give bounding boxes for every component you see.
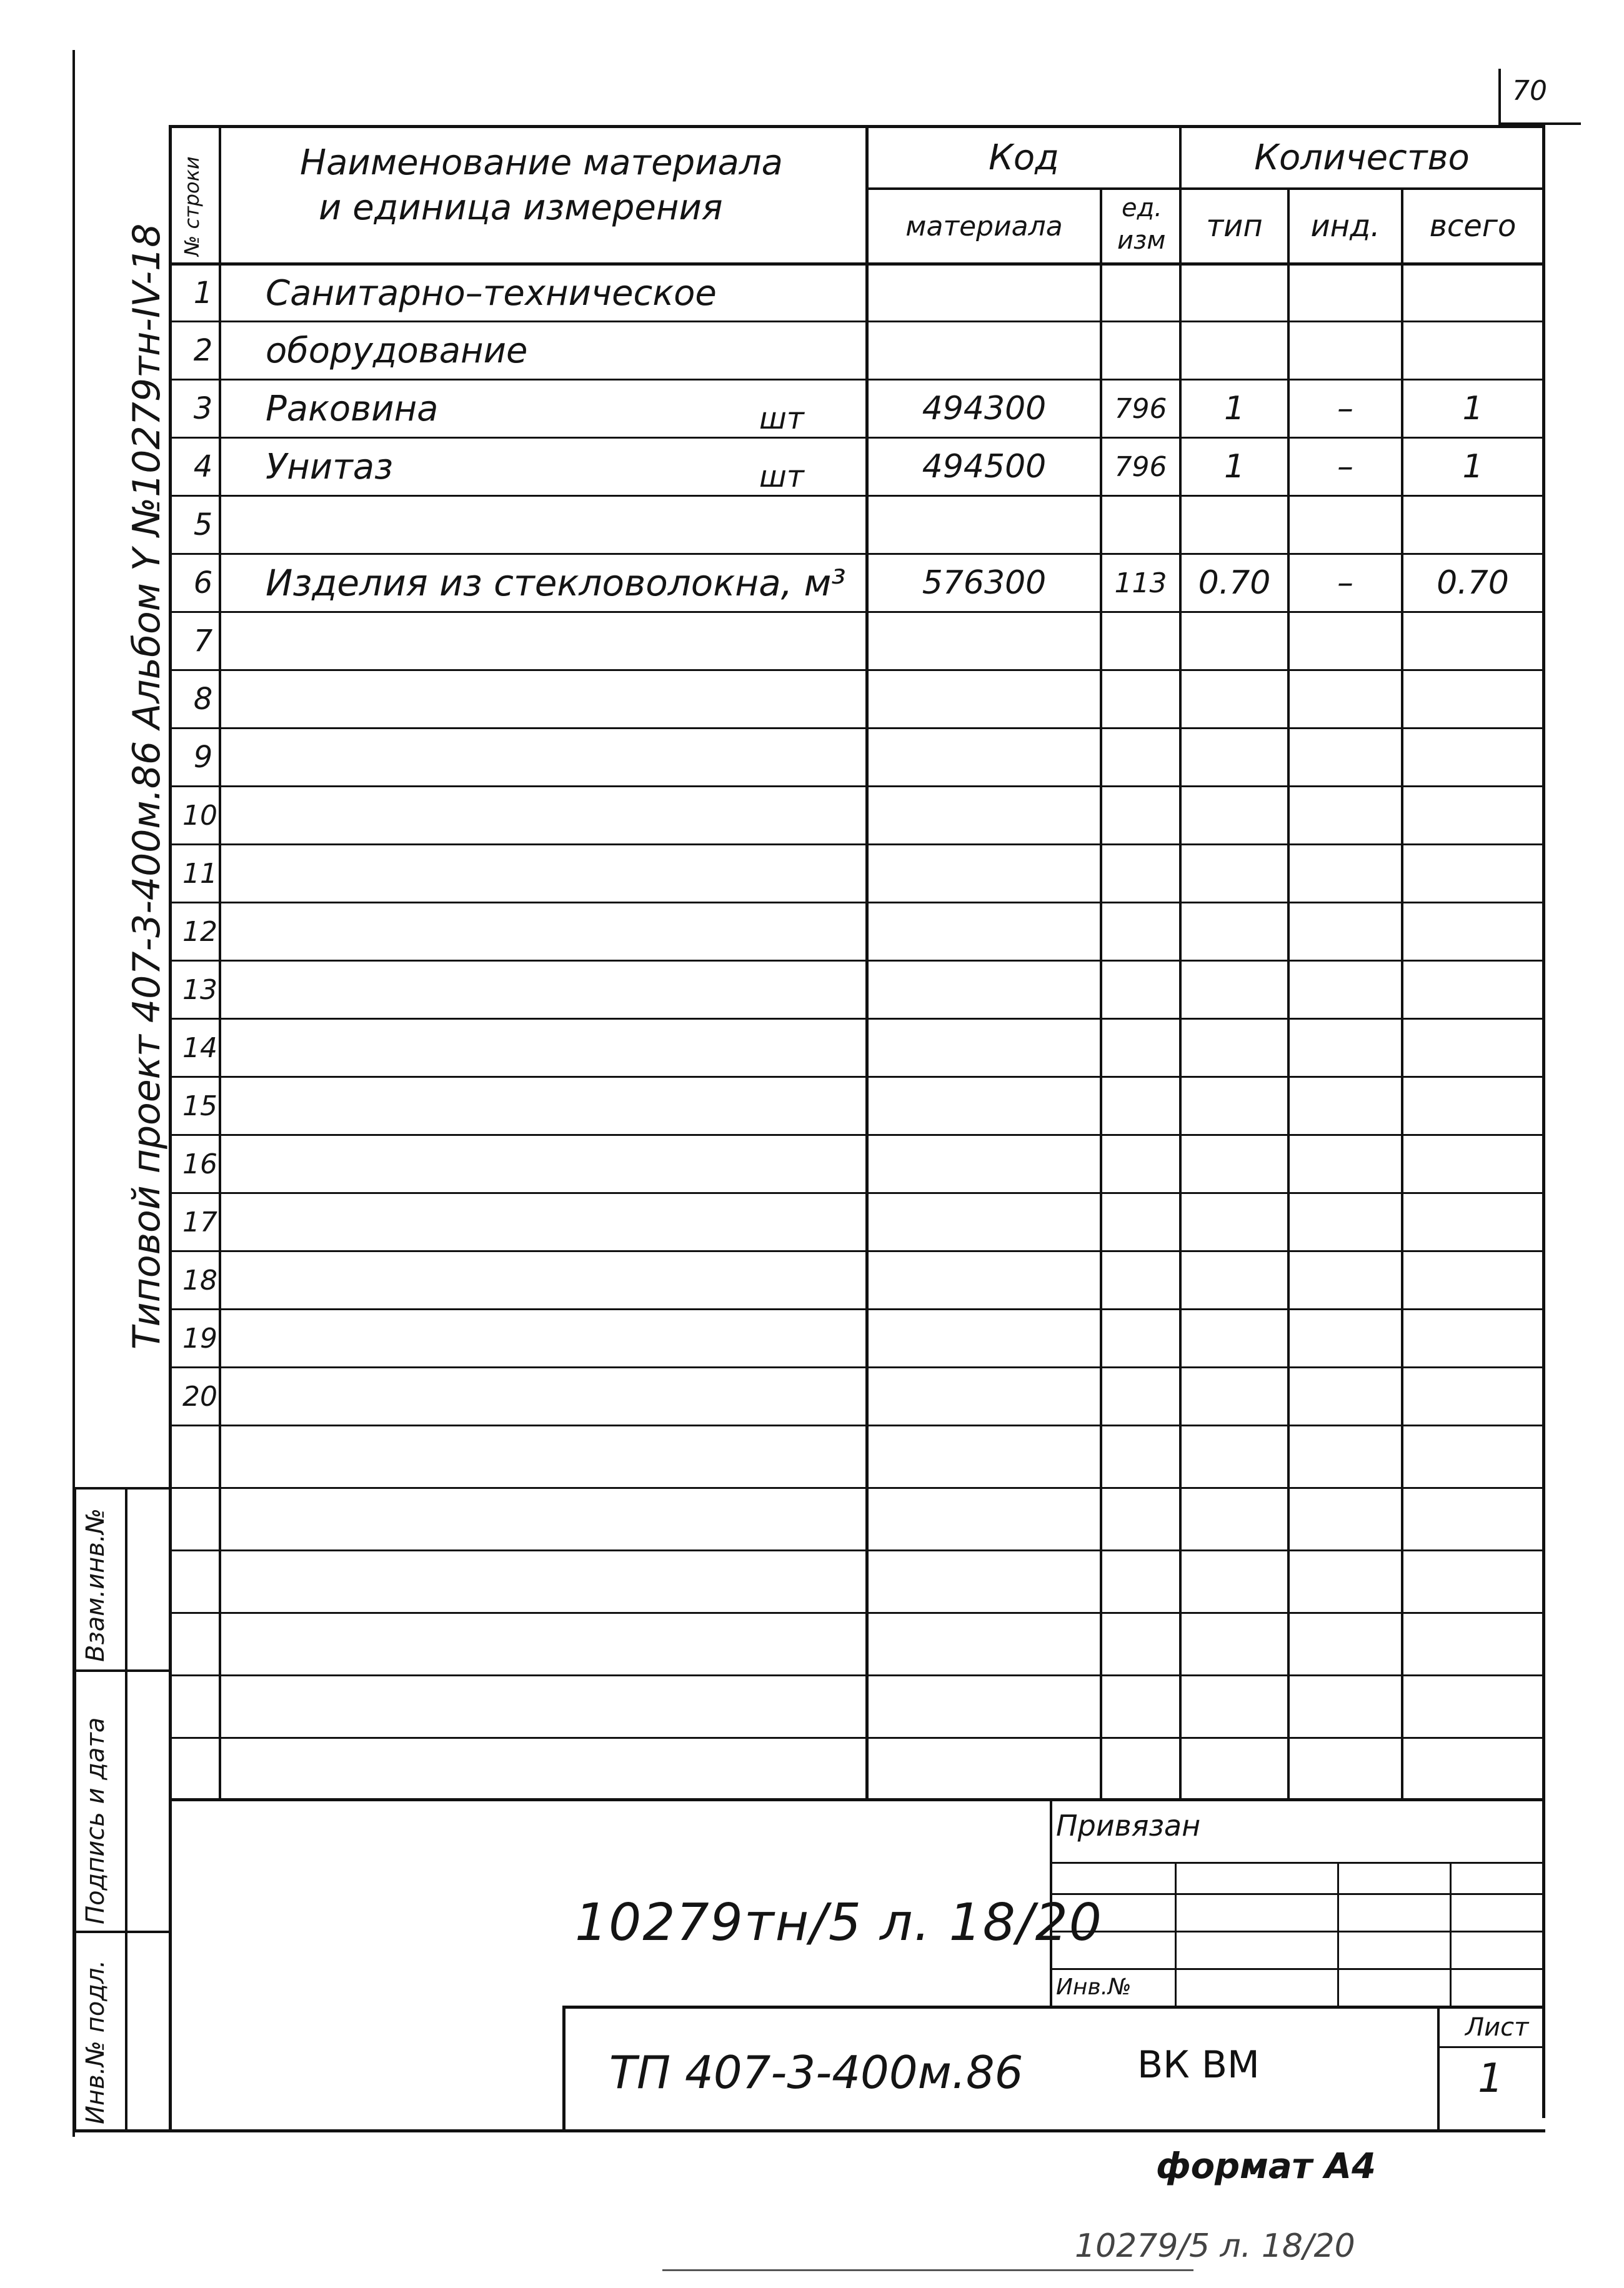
header-code: Код [989, 137, 1059, 178]
row-no: 6 [193, 565, 213, 600]
row-code: 494300 [922, 390, 1047, 427]
row-line [169, 611, 1543, 613]
col-line-rowno [219, 125, 221, 1799]
header-row-no: № строки [180, 156, 204, 256]
row-line [169, 727, 1543, 729]
header-quantity: Количество [1254, 137, 1470, 178]
row-line [169, 669, 1543, 671]
row-line [169, 902, 1543, 903]
row-name: Санитарно–техническое [266, 272, 717, 314]
row-no: 12 [182, 915, 217, 948]
titleblock-section: ВК ВМ [1137, 2043, 1260, 2087]
row-no: 18 [182, 1264, 217, 1296]
row-no: 11 [182, 857, 217, 890]
titleblock-col [1175, 1862, 1177, 2006]
titleblock-col [1337, 1862, 1339, 2006]
stamp-sign-date: Подпись и дата [81, 1717, 110, 1924]
col-line-name [865, 125, 869, 1799]
row-no: 9 [193, 740, 213, 775]
col-line-type [1179, 125, 1182, 1799]
row-line [169, 1192, 1543, 1194]
row-line [169, 1425, 1543, 1426]
stamp-replace-inv: Взам.инв.№ [81, 1508, 110, 1662]
row-name: Изделия из стекловолокна, м³ [266, 562, 846, 604]
row-line [169, 1308, 1543, 1310]
row-no: 16 [182, 1148, 217, 1180]
row-no: 10 [182, 799, 217, 832]
row-total: 1 [1462, 390, 1483, 427]
frame-right-line [1542, 125, 1545, 2118]
row-no: 4 [193, 449, 213, 484]
titleblock-sheet-div [1437, 2046, 1543, 2048]
row-no: 3 [193, 391, 213, 426]
stamp-top-line [74, 1487, 171, 1490]
row-no: 7 [193, 624, 213, 659]
header-name-line2: и единица измерения [319, 187, 723, 228]
titleblock-sheet-label: Лист [1465, 2013, 1529, 2042]
row-no: 20 [182, 1380, 217, 1413]
titleblock-bound: Привязан [1056, 1809, 1201, 1843]
row-unit-code: 113 [1114, 567, 1167, 599]
row-name: Унитаз [266, 446, 393, 487]
row-line [169, 1674, 1543, 1676]
handwritten-code: 10279тн/5 л. 18/20 [575, 1893, 1103, 1952]
row-no: 1 [193, 276, 213, 311]
titleblock-project-code: ТП 407-3-400м.86 [609, 2046, 1024, 2099]
row-no: 17 [182, 1206, 217, 1238]
stamp-inv-orig: Инв.№ подл. [81, 1959, 110, 2124]
titleblock-line [1050, 1893, 1543, 1895]
row-unit: шт [759, 459, 804, 494]
row-line [169, 1487, 1543, 1489]
header-qty-ind: инд. [1310, 209, 1380, 244]
header-name-line1: Наименование материала [300, 142, 783, 183]
row-line [169, 1134, 1543, 1136]
corner-line-vertical [1498, 69, 1501, 125]
row-line [169, 785, 1543, 787]
footer-dashed-line [662, 2269, 1193, 2271]
row-line [169, 1076, 1543, 1078]
row-unit: шт [759, 401, 804, 436]
header-qty-type: тип [1206, 209, 1263, 244]
header-qty-total: всего [1429, 209, 1517, 244]
row-no: 2 [193, 333, 213, 368]
row-total: 1 [1462, 448, 1483, 485]
titleblock-sheet-number: 1 [1478, 2056, 1503, 2102]
row-code: 576300 [922, 564, 1047, 602]
row-ind: – [1337, 448, 1353, 485]
row-unit-code: 796 [1114, 392, 1167, 425]
stamp-divider [74, 1931, 171, 1933]
row-no: 19 [182, 1322, 217, 1355]
sheet-corner-number: 70 [1512, 75, 1547, 107]
row-line [169, 495, 1543, 497]
frame-bottom-line [72, 2129, 1545, 2132]
frame-left-line [169, 125, 172, 2131]
row-name: оборудование [266, 330, 528, 371]
side-label: Типовой проект 407-3-400м.86 Альбом Y №10279тн-IV-18 [125, 223, 169, 1350]
row-ind: – [1337, 390, 1353, 427]
row-code: 494500 [922, 448, 1047, 485]
titleblock-main-top [562, 2006, 1543, 2009]
row-ind: – [1337, 564, 1353, 602]
row-line [169, 843, 1543, 845]
header-code-unit-line2: изм [1117, 226, 1166, 255]
titleblock-col [1450, 1862, 1452, 2006]
titleblock-inv-no: Инв.№ [1056, 1974, 1132, 2000]
titleblock-line [1050, 1931, 1543, 1932]
row-no: 15 [182, 1090, 217, 1122]
row-type: 0.70 [1198, 564, 1271, 602]
titleblock-line [1050, 1968, 1543, 1970]
row-no: 13 [182, 973, 217, 1006]
stamp-inner-line [125, 1487, 127, 2131]
row-name: Раковина [266, 388, 439, 429]
row-no: 5 [193, 507, 213, 542]
header-code-unit-line1: ед. [1122, 194, 1162, 222]
row-line [169, 1366, 1543, 1368]
row-line [169, 1737, 1543, 1739]
row-no: 14 [182, 1032, 217, 1064]
row-type: 1 [1223, 390, 1245, 427]
titleblock-line [1050, 1862, 1543, 1864]
stamp-divider [74, 1669, 171, 1672]
titleblock-main-left [562, 2006, 565, 2131]
row-total: 0.70 [1437, 564, 1509, 602]
row-line [169, 960, 1543, 962]
header-code-material: материала [905, 210, 1063, 242]
row-type: 1 [1223, 448, 1245, 485]
footer-format: формат А4 [1156, 2146, 1376, 2187]
row-line [169, 1250, 1543, 1252]
corner-line-horizontal [1500, 122, 1581, 125]
row-unit-code: 796 [1114, 450, 1167, 483]
table-bottom-line [169, 1798, 1543, 1801]
titleblock-sheet-col [1437, 2006, 1440, 2131]
row-no: 8 [193, 682, 213, 717]
row-line [169, 1018, 1543, 1020]
footer-bottom-scribble: 10279/5 л. 18/20 [1075, 2227, 1355, 2265]
row-line [169, 1612, 1543, 1614]
row-line [169, 1549, 1543, 1551]
stamp-outer-line [74, 1487, 76, 2131]
